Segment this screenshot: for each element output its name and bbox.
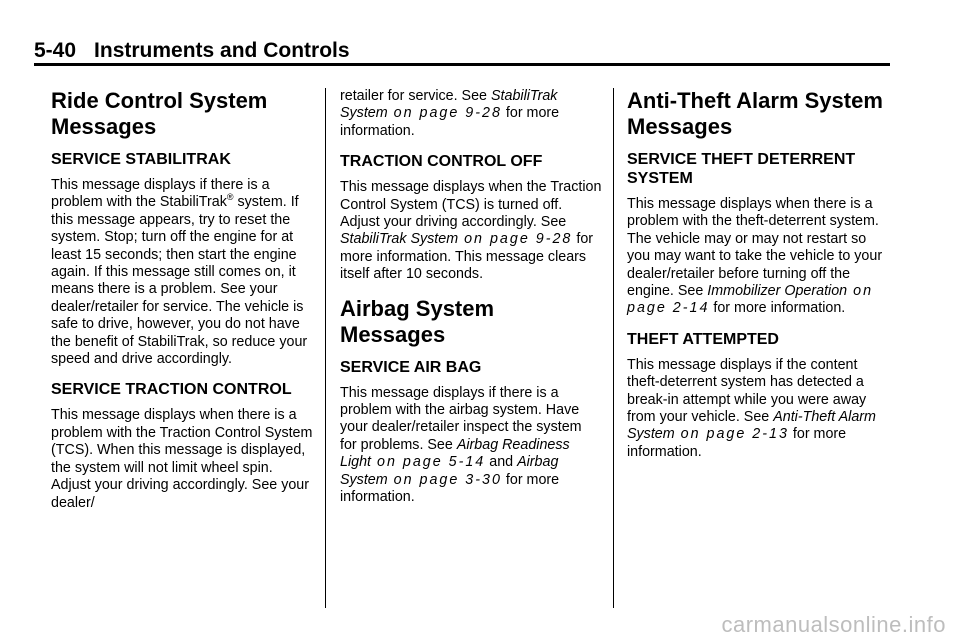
paragraph-service-theft-deterrent: This message displays when there is a problem with the theft-deterrent system. The vehicle may or may not restart so you may want to take the vehicle to your dealer/retailer before turning off the engine. See Immobilizer Operation on page 2‑14 for more information.	[627, 196, 883, 317]
link-stabilitrak-system[interactable]: StabiliTrak System on page 9‑28	[340, 88, 558, 122]
heading-service-theft-deterrent: SERVICE THEFT DETERRENT SYSTEM	[627, 151, 856, 187]
link-airbag-readiness-light[interactable]: Airbag Readiness Light on page 5‑14	[340, 436, 570, 471]
paragraph-continued: retailer for service. See StabiliTrak System on page 9‑28 for more information.	[340, 88, 560, 139]
chapter-title: Instruments and Controls	[94, 39, 350, 62]
section-title-ride-control: Ride Control System Messages	[51, 88, 268, 139]
link-stabilitrak-system-2[interactable]: StabiliTrak System on page 9‑28	[340, 231, 573, 248]
link-immobilizer-operation[interactable]: Immobilizer Operation on page 2‑14	[627, 283, 874, 317]
section-title-airbag: Airbag System Messages	[340, 295, 495, 347]
column-3	[627, 88, 889, 473]
heading-service-stabilitrak: SERVICE STABILITRAK	[51, 151, 231, 168]
paragraph-theft-attempted: This message displays if the content theft-deterrent system has detected a break-in attempt while you were away from your vehicle. See Anti-Theft Alarm System on page 2‑13 for more information.	[627, 356, 876, 460]
page-number: 5-40	[34, 39, 77, 62]
paragraph-service-air-bag: This message displays if there is a problem with the airbag system. Have your dealer/retailer inspect the system for problems. See Airbag Readiness Light on page 5‑14 and Airbag System on page 3‑30 for more information.	[340, 384, 582, 506]
section-title-anti-theft: Anti-Theft Alarm System Messages	[627, 88, 883, 139]
paragraph-service-stabilitrak: This message displays if there is a problem with the StabiliTrak® system. If this message appears, try to reset the system. Stop; turn off the engine for at least 15 seconds; then start the engine again. If this message still comes on, it means there is a problem. See your dealer/retailer for service. The vehicle is safe to drive, however, you do not have the benefit of StabiliTrak, so reduce your speed and drive accordingly.	[51, 177, 308, 368]
column-1	[51, 88, 313, 524]
header-rule	[34, 63, 890, 66]
paragraph-traction-control-off: This message displays when the Traction Control System (TCS) is turned off. Adjust your driving accordingly. See StabiliTrak System on page 9‑28 for more information. This message clears itself after 10 seconds.	[340, 179, 602, 283]
column-divider-1	[325, 88, 326, 608]
column-2	[340, 88, 602, 519]
heading-traction-control-off: TRACTION CONTROL OFF	[340, 153, 543, 171]
page-header	[34, 38, 890, 64]
link-anti-theft-alarm-system[interactable]: Anti-Theft Alarm System on page 2‑13	[627, 409, 876, 443]
column-divider-2	[613, 88, 614, 608]
heading-theft-attempted: THEFT ATTEMPTED	[627, 330, 779, 348]
paragraph-service-traction-control: This message displays when there is a problem with the Traction Control System (TCS). When this message is displayed, the system will not limit wheel spin. Adjust your driving accordingly. See your dealer/	[51, 407, 313, 511]
registered-mark: ®	[226, 192, 234, 203]
link-airbag-system[interactable]: Airbag System on page 3‑30	[340, 454, 559, 488]
watermark: carmanualsonline.info	[721, 612, 946, 637]
heading-service-traction-control: SERVICE TRACTION CONTROL	[51, 381, 292, 399]
heading-service-air-bag: SERVICE AIR BAG	[340, 358, 482, 376]
